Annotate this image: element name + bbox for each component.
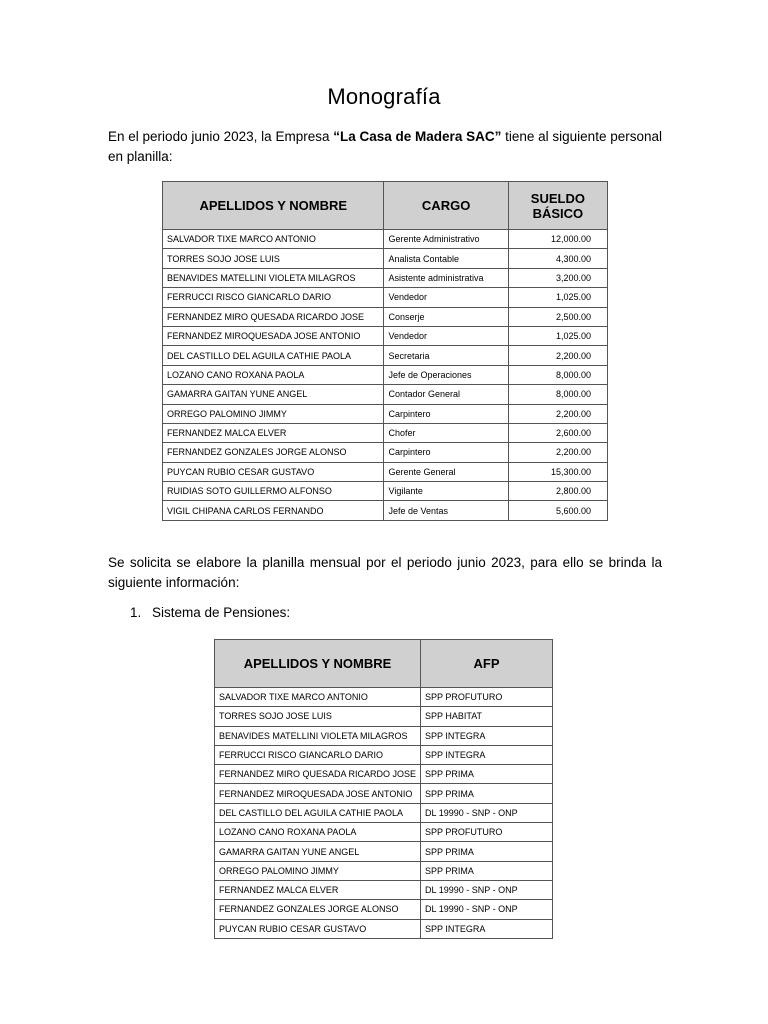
table-cell: DL 19990 - SNP - ONP [421, 880, 553, 899]
table-cell: 2,200.00 [508, 443, 607, 462]
table-cell: FERNANDEZ GONZALES JORGE ALONSO [163, 443, 384, 462]
table-row [163, 326, 608, 345]
table-row [215, 919, 553, 938]
table-cell: Contador General [384, 385, 508, 404]
table-cell: Asistente administrativa [384, 268, 508, 287]
table-row [215, 823, 553, 842]
pension-table [214, 639, 553, 939]
table-cell: DEL CASTILLO DEL AGUILA CATHIE PAOLA [163, 346, 384, 365]
table-cell: GAMARRA GAITAN YUNE ANGEL [215, 842, 421, 861]
table-cell: 2,500.00 [508, 307, 607, 326]
table-cell: Conserje [384, 307, 508, 326]
table-cell: TORRES SOJO JOSE LUIS [163, 249, 384, 268]
table-cell: PUYCAN RUBIO CESAR GUSTAVO [215, 919, 421, 938]
table-cell: Vendedor [384, 288, 508, 307]
table-cell: 5,600.00 [508, 501, 607, 520]
table-cell: SPP PROFUTURO [421, 688, 553, 707]
table-cell: TORRES SOJO JOSE LUIS [215, 707, 421, 726]
table-cell: RUIDIAS SOTO GUILLERMO ALFONSO [163, 482, 384, 501]
table-cell: 4,300.00 [508, 249, 607, 268]
table-cell: Jefe de Operaciones [384, 365, 508, 384]
table-cell: FERNANDEZ MIROQUESADA JOSE ANTONIO [215, 784, 421, 803]
table-cell: Vendedor [384, 326, 508, 345]
table-cell: FERRUCCI RISCO GIANCARLO DARIO [215, 745, 421, 764]
table-cell: SPP INTEGRA [421, 919, 553, 938]
table-cell: SPP INTEGRA [421, 745, 553, 764]
table-cell: SPP PRIMA [421, 765, 553, 784]
table-cell: FERNANDEZ MIRO QUESADA RICARDO JOSE [163, 307, 384, 326]
table-cell: FERNANDEZ GONZALES JORGE ALONSO [215, 900, 421, 919]
table-row [163, 404, 608, 423]
table-cell: LOZANO CANO ROXANA PAOLA [163, 365, 384, 384]
table-cell: FERNANDEZ MALCA ELVER [163, 423, 384, 442]
pension-table-header-row [215, 640, 553, 688]
table-row [215, 900, 553, 919]
table-cell: BENAVIDES MATELLINI VIOLETA MILAGROS [215, 726, 421, 745]
list-item-text: Sistema de Pensiones: [152, 605, 291, 620]
table-cell: Gerente General [384, 462, 508, 481]
table-cell: Carpintero [384, 443, 508, 462]
table-cell: 2,600.00 [508, 423, 607, 442]
table-cell: 3,200.00 [508, 268, 607, 287]
table-cell: 8,000.00 [508, 365, 607, 384]
table-cell: 1,025.00 [508, 288, 607, 307]
table-row [215, 688, 553, 707]
header-afp: AFP [421, 640, 553, 688]
table-row [163, 307, 608, 326]
table-cell: 8,000.00 [508, 385, 607, 404]
list-item-number: 1. [130, 605, 142, 620]
table-row [163, 268, 608, 287]
table-row [215, 765, 553, 784]
table-cell: SPP PRIMA [421, 842, 553, 861]
table-row [163, 385, 608, 404]
table-cell: PUYCAN RUBIO CESAR GUSTAVO [163, 462, 384, 481]
header-apellidos-nombre: APELLIDOS Y NOMBRE [215, 640, 421, 688]
table-cell: DL 19990 - SNP - ONP [421, 803, 553, 822]
table-cell: SPP HABITAT [421, 707, 553, 726]
salary-table [162, 181, 608, 521]
table-cell: SALVADOR TIXE MARCO ANTONIO [163, 230, 384, 249]
table-cell: GAMARRA GAITAN YUNE ANGEL [163, 385, 384, 404]
header-sueldo-basico: SUELDO BÁSICO [508, 182, 607, 230]
table-cell: 12,000.00 [508, 230, 607, 249]
table-row [215, 842, 553, 861]
intro-text-before: En el periodo junio 2023, la Empresa [108, 129, 334, 144]
table-cell: 2,200.00 [508, 346, 607, 365]
salary-table-body [163, 230, 608, 521]
header-cargo: CARGO [384, 182, 508, 230]
table-row [163, 482, 608, 501]
table-cell: Secretaria [384, 346, 508, 365]
table-row [215, 784, 553, 803]
header-apellidos-nombre: APELLIDOS Y NOMBRE [163, 182, 384, 230]
table-cell: SALVADOR TIXE MARCO ANTONIO [215, 688, 421, 707]
table-cell: FERNANDEZ MIRO QUESADA RICARDO JOSE [215, 765, 421, 784]
pension-table-body [215, 688, 553, 939]
table-row [215, 803, 553, 822]
table-cell: Analista Contable [384, 249, 508, 268]
table-cell: Gerente Administrativo [384, 230, 508, 249]
table-cell: SPP PRIMA [421, 861, 553, 880]
table-row [163, 249, 608, 268]
table-cell: LOZANO CANO ROXANA PAOLA [215, 823, 421, 842]
request-paragraph: Se solicita se elabore la planilla mensual por el periodo junio 2023, para ello se brinda la siguiente información: [108, 555, 662, 590]
table-cell: 2,800.00 [508, 482, 607, 501]
table-row [215, 726, 553, 745]
table-cell: 1,025.00 [508, 326, 607, 345]
table-cell: BENAVIDES MATELLINI VIOLETA MILAGROS [163, 268, 384, 287]
table-row [163, 288, 608, 307]
intro-paragraph [108, 127, 662, 167]
table-row [215, 880, 553, 899]
table-cell: ORREGO PALOMINO JIMMY [163, 404, 384, 423]
table-row [163, 501, 608, 520]
table-cell: Chofer [384, 423, 508, 442]
table-row [163, 423, 608, 442]
company-name: “La Casa de Madera SAC” [333, 129, 502, 144]
table-cell: Jefe de Ventas [384, 501, 508, 520]
table-cell: DL 19990 - SNP - ONP [421, 900, 553, 919]
table-row [163, 462, 608, 481]
page-title: Monografía [327, 84, 441, 109]
table-cell: SPP PROFUTURO [421, 823, 553, 842]
table-row [163, 443, 608, 462]
table-cell: FERRUCCI RISCO GIANCARLO DARIO [163, 288, 384, 307]
table-cell: SPP PRIMA [421, 784, 553, 803]
table-cell: Carpintero [384, 404, 508, 423]
table-row [163, 230, 608, 249]
intro-text-after: tiene al siguiente personal en planilla: [108, 129, 662, 164]
table-cell: FERNANDEZ MIROQUESADA JOSE ANTONIO [163, 326, 384, 345]
table-row [215, 707, 553, 726]
table-cell: 2,200.00 [508, 404, 607, 423]
table-row [215, 861, 553, 880]
table-row [163, 365, 608, 384]
salary-table-header-row [163, 182, 608, 230]
table-row [163, 346, 608, 365]
table-cell: ORREGO PALOMINO JIMMY [215, 861, 421, 880]
list-item-pensiones [130, 605, 290, 620]
table-cell: VIGIL CHIPANA CARLOS FERNANDO [163, 501, 384, 520]
table-cell: FERNANDEZ MALCA ELVER [215, 880, 421, 899]
table-row [215, 745, 553, 764]
table-cell: DEL CASTILLO DEL AGUILA CATHIE PAOLA [215, 803, 421, 822]
table-cell: SPP INTEGRA [421, 726, 553, 745]
table-cell: 15,300.00 [508, 462, 607, 481]
table-cell: Vigilante [384, 482, 508, 501]
